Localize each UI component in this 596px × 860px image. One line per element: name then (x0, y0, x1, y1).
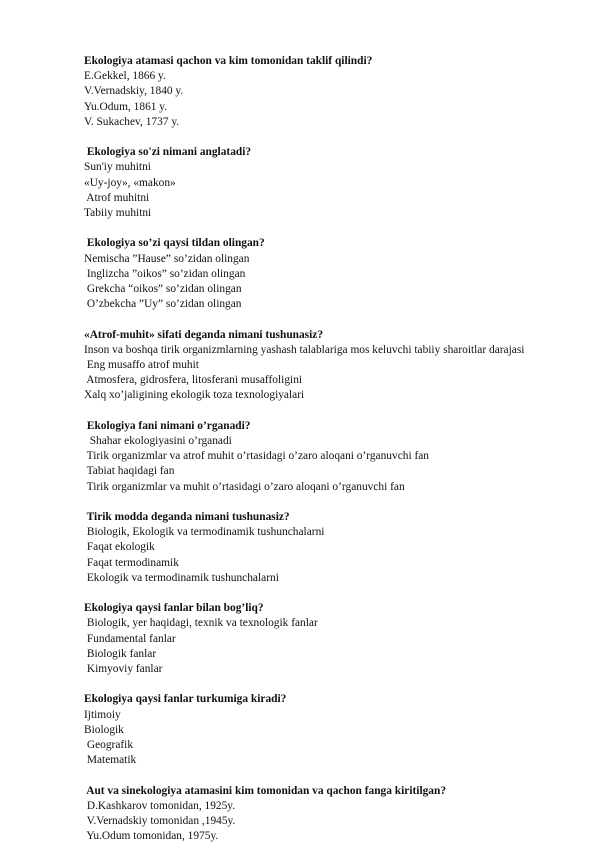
answer-option: Geografik (84, 739, 134, 752)
answer-option: Shahar ekologiyasini o’rganadi (84, 435, 232, 448)
answer-option: Biologik (84, 723, 124, 736)
answer-option: E.Gekkel, 1866 y. (84, 70, 166, 83)
answer-option: Nemischa ”Hause” so’zidan olingan (84, 252, 250, 265)
question-text: Aut va sinekologiya atamasini kim tomonidan va qachon fanga kiritilgan? (84, 784, 447, 797)
answer-option: «Uy-joy», «makon» (84, 176, 176, 189)
answer-option: Faqat termodinamik (84, 556, 179, 569)
question-block (84, 145, 584, 221)
answer-option: V.Vernadskiy, 1840 y. (84, 85, 184, 98)
answer-option: Sun'iy muhitni (84, 161, 151, 174)
answer-option: Tabiat haqidagi fan (84, 465, 175, 478)
question-block (84, 236, 584, 312)
answer-option: Inson va boshqa tirik organizmlarning yashash talablariga mos keluvchi tabiiy sharoitlar darajasi (84, 343, 525, 356)
answer-option: Ekologik va termodinamik tushunchalarni (84, 571, 279, 584)
answer-option: Matematik (84, 754, 137, 767)
answer-option: Kimyoviy fanlar (84, 663, 163, 676)
answer-option: Inglizcha ”oikos” so’zidan olingan (84, 267, 246, 280)
answer-option: D.Kashkarov tomonidan, 1925y. (84, 799, 236, 812)
answer-option: Tirik organizmlar va muhit o’rtasidagi o’zaro aloqani o’rganuvchi fan (84, 480, 405, 493)
answer-option: V.Vernadskiy tomonidan ,1945y. (84, 815, 236, 828)
answer-option: Tirik organizmlar va atrof muhit o’rtasidagi o’zaro aloqani o’rganuvchi fan (84, 450, 429, 463)
question-text: «Atrof-muhit» sifati deganda nimani tushunasiz? (84, 328, 324, 341)
question-text: Ekologiya so’zi qaysi tildan olingan? (84, 237, 265, 250)
question-text: Ekologiya fani nimani o’rganadi? (84, 419, 251, 432)
question-block (84, 510, 584, 586)
answer-option: Fundamental fanlar (84, 632, 176, 645)
question-block (84, 328, 584, 404)
answer-option: Yu.Odum, 1861 y. (84, 100, 168, 113)
answer-option: Xalq xo’jaligining ekologik toza texnologiyalari (84, 389, 305, 402)
answer-option: Grekcha “oikos” so’zidan olingan (84, 283, 242, 296)
question-block (84, 54, 584, 130)
question-block (84, 692, 584, 768)
answer-option: Atmosfera, gidrosfera, litosferani musaffoligini (84, 374, 303, 387)
question-block (84, 419, 584, 495)
question-block (84, 601, 584, 677)
question-text: Ekologiya so'zi nimani anglatadi? (84, 146, 252, 159)
answer-option: Tabiiy muhitni (84, 207, 152, 220)
answer-option: Ijtimoiy (84, 708, 121, 721)
question-text: Tirik modda deganda nimani tushunasiz? (84, 511, 290, 524)
answer-option: Yu.Odum tomonidan, 1975y. (84, 830, 219, 843)
question-text: Ekologiya qaysi fanlar turkumiga kiradi? (84, 693, 287, 706)
answer-option: V. Sukachev, 1737 y. (84, 115, 180, 128)
answer-option: Biologik, yer haqidagi, texnik va texnologik fanlar (84, 617, 318, 630)
answer-option: Eng musaffo atrof muhit (84, 359, 199, 372)
question-text: Ekologiya qaysi fanlar bilan bog’liq? (84, 602, 264, 615)
answer-option: O’zbekcha ”Uy” so’zidan olingan (84, 298, 242, 311)
question-block (84, 784, 584, 845)
answer-option: Faqat ekologik (84, 541, 155, 554)
answer-option: Biologik, Ekologik va termodinamik tushunchalarni (84, 526, 325, 539)
answer-option: Atrof muhitni (84, 191, 150, 204)
question-text: Ekologiya atamasi qachon va kim tomonidan taklif qilindi? (84, 55, 373, 67)
answer-option: Biologik fanlar (84, 647, 157, 660)
document-page (84, 54, 584, 860)
